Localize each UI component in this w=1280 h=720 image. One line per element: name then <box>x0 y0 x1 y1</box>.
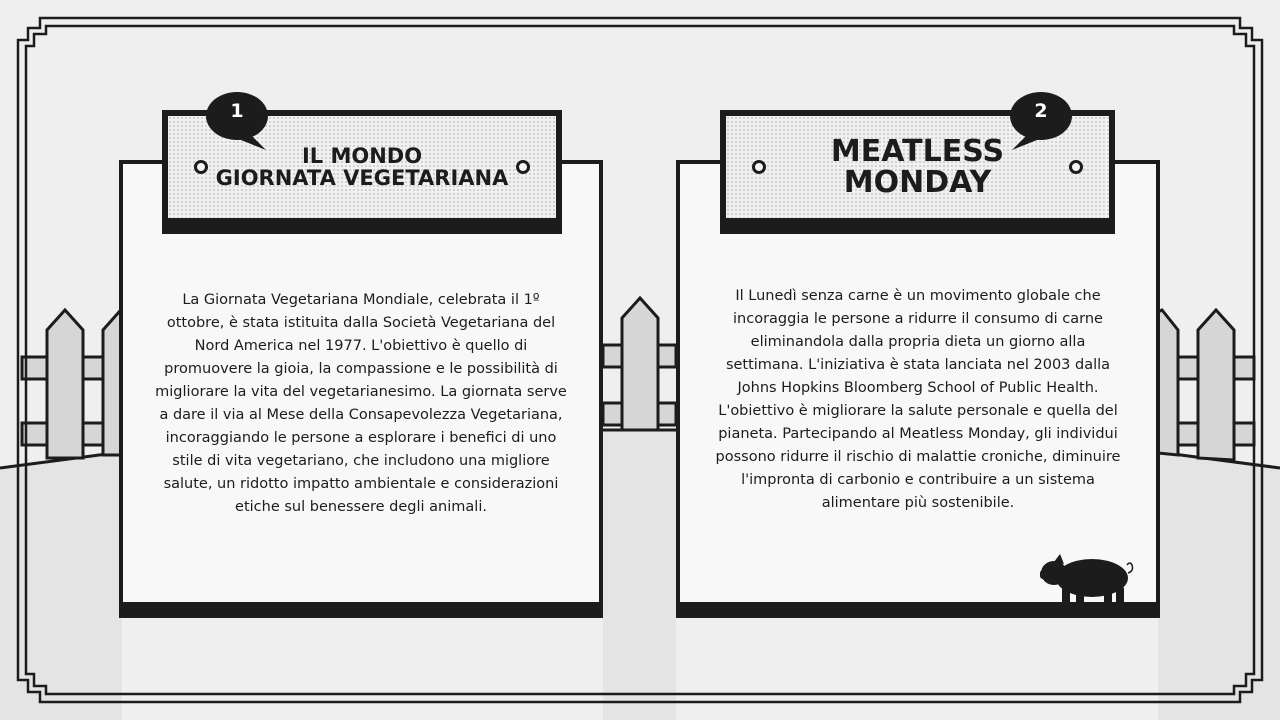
ring-icon <box>194 160 208 174</box>
card2-title-line1: MEATLESS <box>830 133 1005 169</box>
card1-title-line1: IL MONDO <box>301 143 423 168</box>
card1-body-text: La Giornata Vegetariana Mondiale, celebrata il 1º ottobre, è stata istituita dalla Società Vegetariana del Nord America nel 1977. L'obiettivo è quello di promuovere la gioia, la compassione e le possibilità di migliorare la vita del vegetarianesimo. La giornata serve a dare il via al Mese della Consapevolezza Vegetariana, incoraggiando le persone a esplorare i benefici di uno stile di vita vegetariano, che includono una migliore salute, un ridotto impatto ambientale e considerazioni etiche sul benessere degli animali. <box>155 292 567 515</box>
card2-body-text: Il Lunedì senza carne è un movimento globale che incoraggia le persone a ridurre il consumo di carne eliminandola dalla propria dieta un giorno alla settimana. L'iniziativa è stata lanciata nel 2003 dalla Johns Hopkins Bloomberg School of Public Health. L'obiettivo è migliorare la salute personale e quella del pianeta. Partecipando al Meatless Monday, gli individui possono ridurre il rischio di malattie croniche, diminuire l'impronta di carbonio e contribuire a un sistema alimentare più sostenibile. <box>715 288 1121 511</box>
fence-left <box>22 310 122 458</box>
card1-title-line2: GIORNATA VEGETARIANA <box>215 166 509 190</box>
ring-icon <box>516 160 530 174</box>
ring-icon <box>1069 160 1083 174</box>
fence-right <box>1158 310 1254 460</box>
ground-center <box>603 430 676 720</box>
card2-title <box>830 133 1005 200</box>
card1-number-badge <box>206 92 268 156</box>
fence-center <box>603 298 676 430</box>
card2-number: 2 <box>1034 100 1048 122</box>
card2-number-badge <box>1010 92 1072 156</box>
card2-title-line2: MONDAY <box>843 165 992 200</box>
pig-icon <box>1040 551 1140 607</box>
ring-icon <box>752 160 766 174</box>
card1-number: 1 <box>230 100 244 122</box>
